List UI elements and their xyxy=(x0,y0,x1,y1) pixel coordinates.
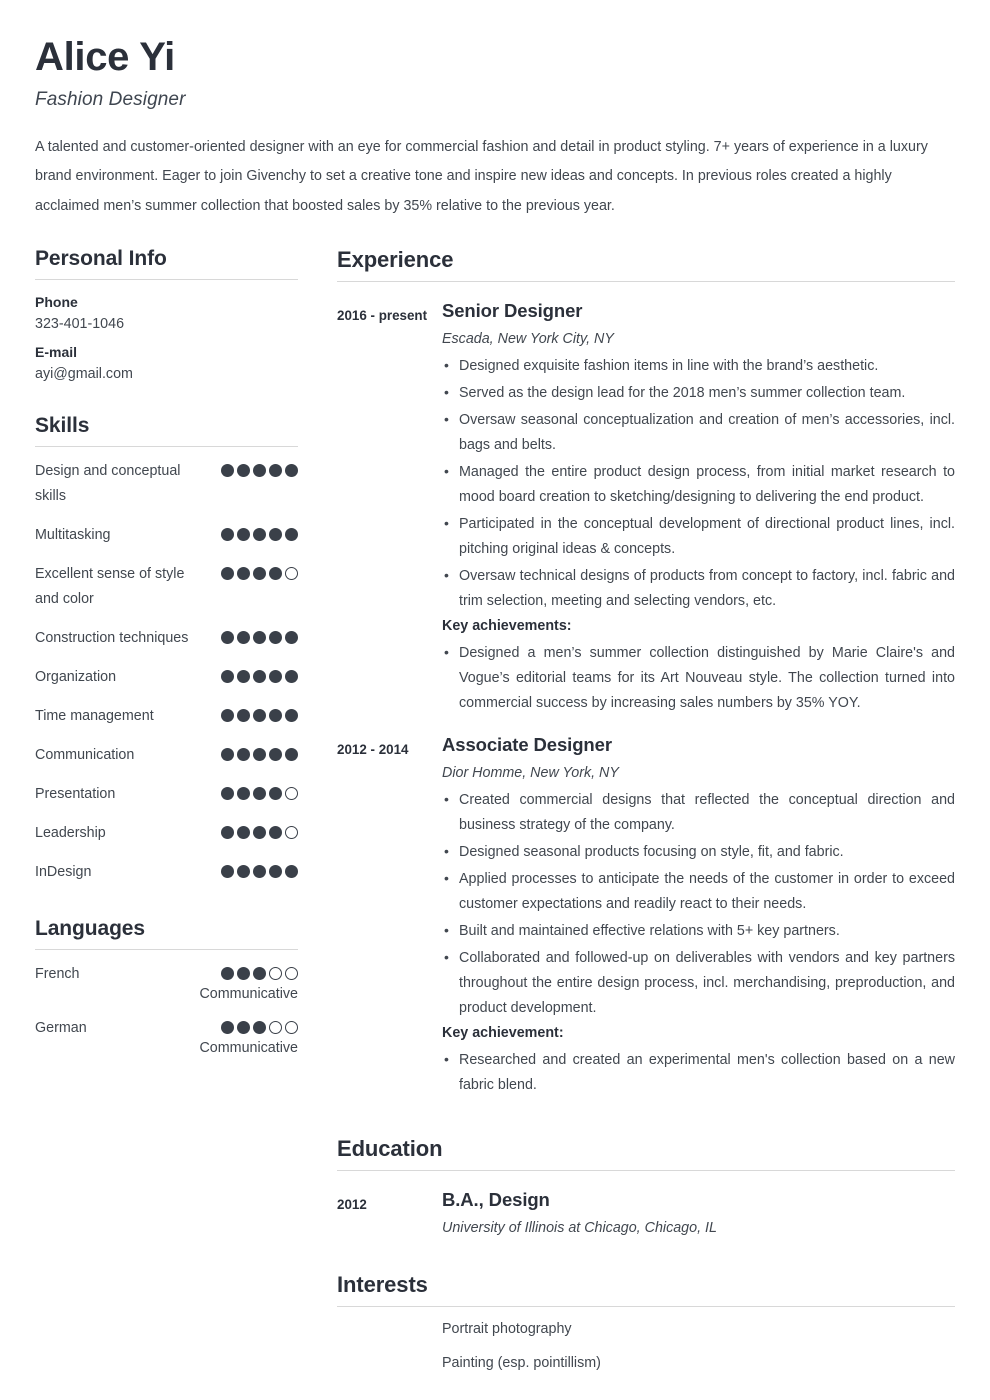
rating-dot-filled xyxy=(237,865,250,878)
rating-dot-filled xyxy=(253,528,266,541)
rating-dot-filled xyxy=(269,865,282,878)
personal-info-value: 323-401-1046 xyxy=(35,315,125,332)
rating-dot-filled xyxy=(253,967,266,980)
rating-dot-filled xyxy=(269,787,282,800)
experience-bullet: • Served as the design lead for the 2018 men’s summer collection team. xyxy=(442,381,955,406)
experience-bullet: • Participated in the conceptual development of directional product lines, incl. pitching original ideas & concepts. xyxy=(442,512,955,562)
skill-row-rating xyxy=(210,743,298,761)
rating-dot-filled xyxy=(237,709,250,722)
experience-bullet: • Applied processes to anticipate the needs of the customer in order to exceed customer expectations and readily react to their needs. xyxy=(442,867,955,917)
experience-bullets xyxy=(442,788,955,1021)
interest-text: Portrait photography xyxy=(442,1321,572,1338)
rating-dots xyxy=(221,967,298,980)
rating-dot-filled xyxy=(269,464,282,477)
rating-dot-filled xyxy=(285,670,298,683)
experience-bullet: • Managed the entire product design process, from initial market research to mood board creation to sketching/designing to delivering the end product. xyxy=(442,460,955,510)
rating-dot-filled xyxy=(221,464,234,477)
skill-row-rating xyxy=(210,523,298,541)
rating-dot-filled xyxy=(285,631,298,644)
skill-row-label: Communication xyxy=(35,747,135,764)
education-date: 2012 xyxy=(337,1197,367,1213)
skills-list xyxy=(35,459,298,885)
education-entries xyxy=(337,1189,955,1236)
skill-row-rating xyxy=(210,626,298,644)
language-row xyxy=(35,1016,298,1056)
skill-row-label: Design and conceptual skills xyxy=(35,462,181,504)
skill-row-rating xyxy=(210,665,298,683)
experience-bullet: • Designed exquisite fashion items in line with the brand’s aesthetic. xyxy=(442,354,955,379)
rating-dot-empty xyxy=(285,826,298,839)
section-education xyxy=(337,1136,955,1236)
section-heading-education: Education xyxy=(337,1136,955,1171)
rating-dot-filled xyxy=(285,709,298,722)
rating-dot-filled xyxy=(269,567,282,580)
personal-info-value: ayi@gmail.com xyxy=(35,365,133,382)
rating-dot-filled xyxy=(237,528,250,541)
rating-dot-filled xyxy=(221,1021,234,1034)
rating-dot-filled xyxy=(221,709,234,722)
key-achievements-bullets xyxy=(442,1048,955,1098)
skill-row-rating xyxy=(210,860,298,878)
rating-dot-filled xyxy=(237,787,250,800)
rating-dot-filled xyxy=(237,567,250,580)
rating-dot-filled xyxy=(285,464,298,477)
experience-organization: Dior Homme, New York, NY xyxy=(442,765,619,782)
rating-dot-filled xyxy=(253,787,266,800)
rating-dot-filled xyxy=(269,670,282,683)
section-personal-info xyxy=(35,247,298,382)
personal-info-list xyxy=(35,294,298,382)
rating-dot-filled xyxy=(237,748,250,761)
skill-row xyxy=(35,523,298,548)
rating-dots xyxy=(221,464,298,477)
experience-entry-body xyxy=(442,734,955,1098)
rating-dot-empty xyxy=(285,967,298,980)
interest-text: Painting (esp. pointillism) xyxy=(442,1355,601,1372)
rating-dot-filled xyxy=(221,748,234,761)
language-row-label: German xyxy=(35,1020,87,1037)
experience-entries xyxy=(337,300,955,1098)
interests-list xyxy=(337,1321,955,1371)
personal-info-label: E-mail xyxy=(35,343,78,360)
rating-dot-filled xyxy=(237,670,250,683)
rating-dot-filled xyxy=(237,826,250,839)
rating-dot-filled xyxy=(285,865,298,878)
rating-dot-filled xyxy=(269,748,282,761)
rating-dot-filled xyxy=(285,528,298,541)
experience-date: 2016 - present xyxy=(337,307,428,323)
languages-list xyxy=(35,962,298,1056)
rating-dot-filled xyxy=(237,1021,250,1034)
key-achievements-bullets xyxy=(442,641,955,716)
skill-row-rating xyxy=(210,459,298,477)
language-row-label: French xyxy=(35,966,80,983)
skill-row-label: Excellent sense of style and color xyxy=(35,565,185,607)
rating-dot-filled xyxy=(237,464,250,477)
rating-dot-filled xyxy=(221,567,234,580)
rating-dots xyxy=(221,528,298,541)
education-degree: B.A., Design xyxy=(442,1189,550,1211)
rating-dots xyxy=(221,787,298,800)
skill-row xyxy=(35,704,298,729)
rating-dots xyxy=(221,567,298,580)
experience-bullet: • Oversaw technical designs of products from concept to factory, incl. fabric and trim selection, meeting and selecting vendors, etc. xyxy=(442,564,955,614)
key-achievements-label: Key achievement: xyxy=(442,1025,564,1042)
section-interests xyxy=(337,1272,955,1371)
experience-bullet: • Designed seasonal products focusing on style, fit, and fabric. xyxy=(442,840,955,865)
skill-row xyxy=(35,626,298,651)
education-entry-body xyxy=(442,1189,955,1236)
experience-entry-body xyxy=(442,300,955,716)
rating-dot-empty xyxy=(269,967,282,980)
rating-dot-filled xyxy=(221,967,234,980)
rating-dots xyxy=(221,865,298,878)
section-heading-personal-info: Personal Info xyxy=(35,247,298,280)
skill-row-rating xyxy=(210,821,298,839)
section-heading-interests: Interests xyxy=(337,1272,955,1307)
experience-bullet: • Oversaw seasonal conceptualization and creation of men’s accessories, incl. bags and belts. xyxy=(442,408,955,458)
rating-dot-filled xyxy=(253,464,266,477)
section-experience xyxy=(337,247,955,1098)
section-heading-languages: Languages xyxy=(35,917,298,950)
language-row xyxy=(35,962,298,1002)
rating-dots xyxy=(221,1021,298,1034)
rating-dot-filled xyxy=(269,826,282,839)
skill-row-rating xyxy=(210,782,298,800)
rating-dot-filled xyxy=(253,1021,266,1034)
experience-organization: Escada, New York City, NY xyxy=(442,330,614,347)
rating-dot-filled xyxy=(221,865,234,878)
education-entry xyxy=(337,1189,955,1236)
rating-dot-empty xyxy=(269,1021,282,1034)
rating-dots xyxy=(221,670,298,683)
candidate-name: Alice Yi xyxy=(35,35,175,79)
interest-spacer xyxy=(337,1355,442,1371)
skill-row-label: Time management xyxy=(35,708,154,724)
resume-body xyxy=(35,247,955,1371)
rating-dot-filled xyxy=(221,787,234,800)
key-achievements-label: Key achievements: xyxy=(442,618,572,635)
experience-role: Senior Designer xyxy=(442,299,583,321)
rating-dot-filled xyxy=(253,748,266,761)
skill-row xyxy=(35,782,298,807)
main-column xyxy=(337,247,955,1371)
rating-dot-filled xyxy=(221,528,234,541)
professional-summary: A talented and customer-oriented designer with an eye for commercial fashion and detail in product styling. 7+ years of experience in a luxury brand environment. Eager to join Givenchy to set a creative tone and inspire new ideas and concepts. In previous roles created a highly acclaimed men’s summer collection that boosted sales by 35% relative to the previous year. xyxy=(35,139,928,214)
language-row-level: Communicative xyxy=(199,986,298,1003)
experience-bullet: • Collaborated and followed-up on deliverables with vendors and key partners throughout the entire design process, incl. merchandising, preproduction, and product development. xyxy=(442,946,955,1021)
language-row-level: Communicative xyxy=(199,1040,298,1057)
section-heading-skills: Skills xyxy=(35,414,298,447)
section-languages xyxy=(35,917,298,1056)
skill-row-label: Organization xyxy=(35,668,117,685)
rating-dot-filled xyxy=(221,826,234,839)
personal-info-label: Phone xyxy=(35,293,78,310)
section-skills xyxy=(35,414,298,885)
resume-header xyxy=(35,34,955,221)
personal-info-item xyxy=(35,344,298,382)
sidebar-column xyxy=(35,247,298,1056)
rating-dot-filled xyxy=(253,865,266,878)
interest-spacer xyxy=(337,1321,442,1337)
skill-row xyxy=(35,860,298,885)
key-achievement-bullet: • Designed a men’s summer collection distinguished by Marie Claire's and Vogue’s editorial teams for its Art Nouveau style. The collection turned into commercial success by increasing sales numbers by 35% YOY. xyxy=(442,641,955,716)
skill-row-rating xyxy=(210,704,298,722)
rating-dots xyxy=(221,826,298,839)
rating-dot-filled xyxy=(221,670,234,683)
experience-entry xyxy=(337,734,955,1098)
rating-dot-empty xyxy=(285,1021,298,1034)
rating-dot-filled xyxy=(269,631,282,644)
experience-bullet: • Built and maintained effective relations with 5+ key partners. xyxy=(442,919,955,944)
rating-dot-empty xyxy=(285,787,298,800)
skill-row xyxy=(35,743,298,768)
skill-row-label: Multitasking xyxy=(35,526,111,543)
interest-item xyxy=(337,1355,955,1371)
skill-row xyxy=(35,665,298,690)
rating-dot-filled xyxy=(253,826,266,839)
interest-item xyxy=(337,1321,955,1337)
rating-dot-filled xyxy=(237,631,250,644)
personal-info-item xyxy=(35,294,298,332)
rating-dots xyxy=(221,631,298,644)
education-school: University of Illinois at Chicago, Chicago, IL xyxy=(442,1220,717,1237)
skill-row xyxy=(35,459,298,509)
rating-dot-filled xyxy=(237,967,250,980)
rating-dot-filled xyxy=(253,670,266,683)
skill-row xyxy=(35,821,298,846)
experience-date: 2012 - 2014 xyxy=(337,742,409,758)
experience-entry xyxy=(337,300,955,716)
skill-row-label: Leadership xyxy=(35,825,106,842)
rating-dot-filled xyxy=(221,631,234,644)
skill-row xyxy=(35,562,298,612)
candidate-job-title: Fashion Designer xyxy=(35,89,186,110)
rating-dot-filled xyxy=(253,709,266,722)
language-row-rating xyxy=(199,962,298,1003)
rating-dots xyxy=(221,709,298,722)
skill-row-rating xyxy=(210,562,298,580)
rating-dot-filled xyxy=(269,528,282,541)
key-achievement-bullet: • Researched and created an experimental men's collection based on a new fabric blend. xyxy=(442,1048,955,1098)
experience-bullet: • Created commercial designs that reflected the conceptual direction and business strategy of the company. xyxy=(442,788,955,838)
skill-row-label: InDesign xyxy=(35,864,92,881)
rating-dot-filled xyxy=(253,631,266,644)
rating-dot-empty xyxy=(285,567,298,580)
rating-dot-filled xyxy=(253,567,266,580)
skill-row-label: Presentation xyxy=(35,786,116,803)
rating-dots xyxy=(221,748,298,761)
rating-dot-filled xyxy=(285,748,298,761)
language-row-rating xyxy=(199,1016,298,1057)
skill-row-label: Construction techniques xyxy=(35,629,189,646)
section-heading-experience: Experience xyxy=(337,247,955,282)
rating-dot-filled xyxy=(269,709,282,722)
experience-bullets xyxy=(442,354,955,614)
experience-role: Associate Designer xyxy=(442,734,612,756)
